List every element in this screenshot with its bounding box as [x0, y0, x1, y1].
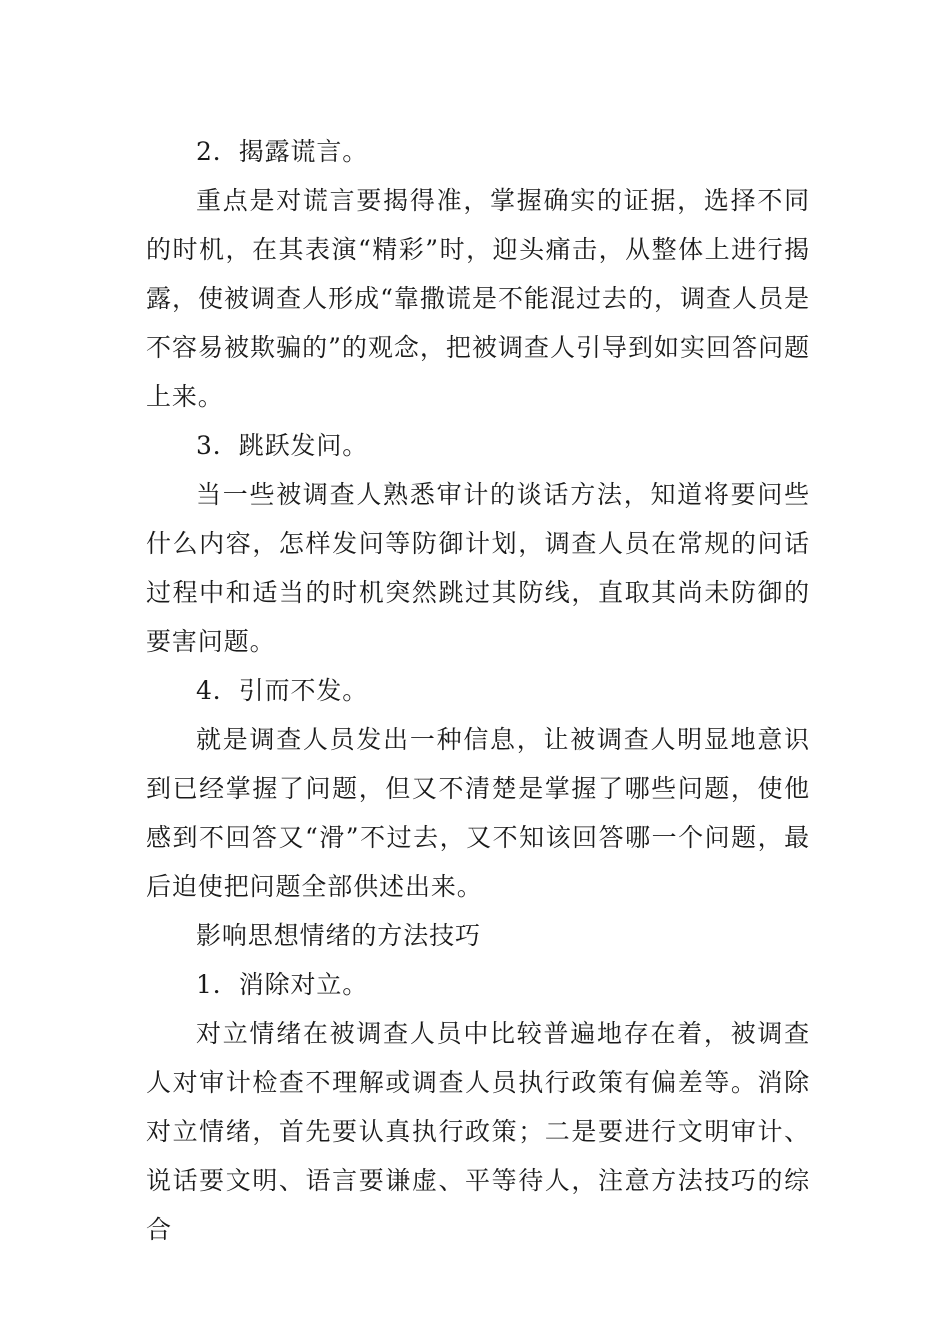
- section-heading-emotions: 影响思想情绪的方法技巧: [196, 921, 481, 950]
- paragraph-jump-questioning: 当一些被调查人熟悉审计的谈话方法，知道将要问些什么内容，怎样发问等防御计划，调查人员在常规的问话过程中和适当的时机突然跳过其防线，直取其尚未防御的要害问题。: [146, 480, 810, 656]
- paragraph-reveal-lies: 重点是对谎言要揭得准，掌握确实的证据，选择不同的时机，在其表演“精彩”时，迎头痛击，从整体上进行揭露，使被调查人形成“靠撒谎是不能混过去的，调查人员是不容易被欺骗的”的观念，把被调查人引导到如实回答问题上来。: [146, 186, 810, 411]
- heading-jump-questioning: 3．跳跃发问。: [196, 431, 369, 460]
- paragraph-hint-not-reveal: 就是调查人员发出一种信息，让被调查人明显地意识到已经掌握了问题，但又不清楚是掌握了哪些问题，使他感到不回答又“滑”不过去，又不知该回答哪一个问题，最后迫使把问题全部供述出来。: [146, 725, 810, 901]
- document-body: [146, 127, 810, 1254]
- paragraph-eliminate-opposition: 对立情绪在被调查人员中比较普遍地存在着，被调查人对审计检查不理解或调查人员执行政策有偏差等。消除对立情绪，首先要认真执行政策；二是要进行文明审计、说话要文明、语言要谦虚、平等待人，注意方法技巧的综合: [146, 1019, 810, 1244]
- heading-eliminate-opposition: 1．消除对立。: [196, 970, 369, 999]
- heading-reveal-lies: 2．揭露谎言。: [196, 137, 369, 166]
- heading-hint-not-reveal: 4．引而不发。: [196, 676, 369, 705]
